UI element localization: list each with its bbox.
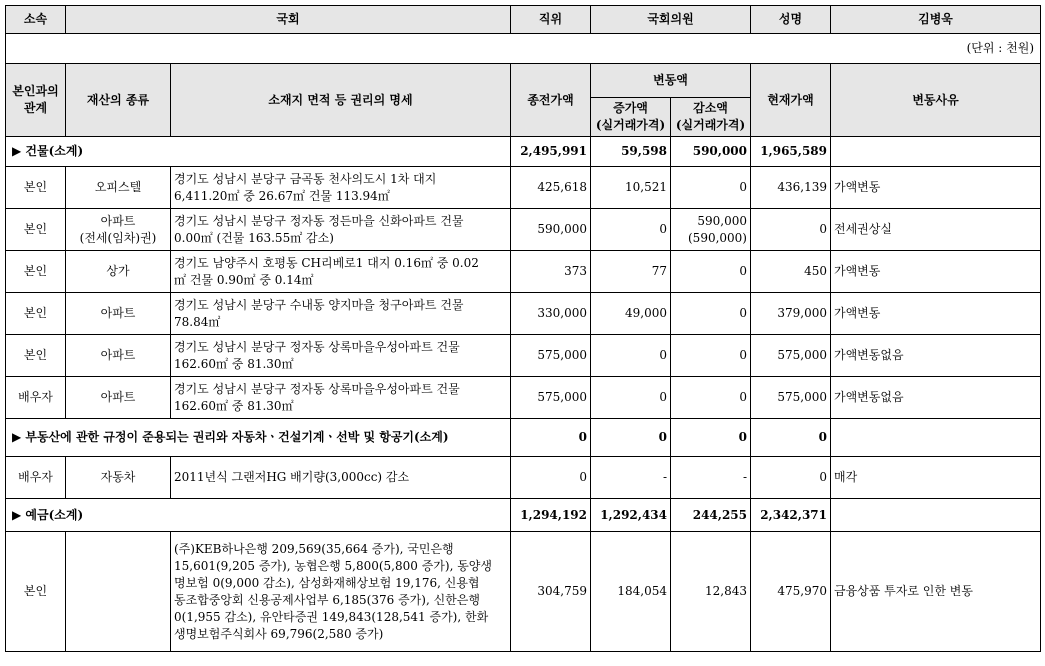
subtotal-title: ▶ 건물(소계) — [6, 137, 511, 167]
subtotal-reason — [831, 137, 1041, 167]
table-row — [6, 532, 1041, 652]
subtotal-title: ▶ 부동산에 관한 규정이 준용되는 권리와 자동차ㆍ건설기계ㆍ선박 및 항공기(소계) — [6, 419, 511, 457]
name-value: 김병욱 — [831, 6, 1041, 34]
col-current-value: 현재가액 — [751, 64, 831, 137]
subtotal-prev: 2,495,991 — [511, 137, 591, 167]
reason-cell: 금융상품 투자로 인한 변동 — [831, 532, 1041, 652]
prev-value-cell: 330,000 — [511, 293, 591, 335]
subtotal-increase: 59,598 — [591, 137, 671, 167]
asset-type-cell: 상가 — [66, 251, 171, 293]
current-value-cell: 0 — [751, 209, 831, 251]
increase-cell: 10,521 — [591, 167, 671, 209]
prev-value-cell: 575,000 — [511, 335, 591, 377]
description-cell: 2011년식 그랜저HG 배기량(3,000cc) 감소 — [171, 457, 511, 499]
description-cell: (주)KEB하나은행 209,569(35,664 증가), 국민은행 15,601(9,205 증가), 농협은행 5,800(5,800 증가), 동양생 명보험 0(9,000 감소), 삼성화재해상보험 19,176, 신용협 동조합중앙회 신용공제사업부 6,185(376 증가), 신한은행 0(1,955 감소), 유안타증권 149,843(128,541 증가), 한화 생명보험주식회사 69,796(2,580 증가) — [171, 532, 511, 652]
subtotal-row-vehicles — [6, 419, 1041, 457]
prev-value-cell: 0 — [511, 457, 591, 499]
decrease-cell: 590,000 (590,000) — [671, 209, 751, 251]
position-label: 직위 — [511, 6, 591, 34]
table-row — [6, 335, 1041, 377]
description-cell: 경기도 남양주시 호평동 CH리베로1 대지 0.16㎡ 중 0.02 ㎡ 건물 0.90㎡ 중 0.14㎡ — [171, 251, 511, 293]
asset-table — [5, 5, 1041, 652]
header-row — [6, 6, 1041, 34]
table-row — [6, 251, 1041, 293]
increase-cell: 0 — [591, 377, 671, 419]
reason-cell: 전세권상실 — [831, 209, 1041, 251]
increase-cell: 184,054 — [591, 532, 671, 652]
position-value: 국회의원 — [591, 6, 751, 34]
current-value-cell: 379,000 — [751, 293, 831, 335]
subtotal-decrease: 590,000 — [671, 137, 751, 167]
col-description: 소재지 면적 등 권리의 명세 — [171, 64, 511, 137]
description-cell: 경기도 성남시 분당구 수내동 양지마을 청구아파트 건물 78.84㎡ — [171, 293, 511, 335]
prev-value-cell: 373 — [511, 251, 591, 293]
current-value-cell: 450 — [751, 251, 831, 293]
subtotal-current: 0 — [751, 419, 831, 457]
subtotal-increase: 1,292,434 — [591, 499, 671, 532]
reason-cell: 가액변동 — [831, 293, 1041, 335]
relation-cell: 본인 — [6, 209, 66, 251]
subtotal-reason — [831, 499, 1041, 532]
table-row — [6, 457, 1041, 499]
table-row — [6, 167, 1041, 209]
current-value-cell: 436,139 — [751, 167, 831, 209]
col-prev-value: 종전가액 — [511, 64, 591, 137]
asset-type-cell: 아파트 — [66, 377, 171, 419]
description-cell: 경기도 성남시 분당구 정자동 정든마을 신화아파트 건물 0.00㎡ (건물 163.55㎡ 감소) — [171, 209, 511, 251]
relation-cell: 배우자 — [6, 457, 66, 499]
relation-cell: 본인 — [6, 532, 66, 652]
asset-type-cell: 아파트 — [66, 293, 171, 335]
subtotal-prev: 0 — [511, 419, 591, 457]
subtotal-row-deposits — [6, 499, 1041, 532]
reason-cell: 가액변동 — [831, 251, 1041, 293]
relation-cell: 본인 — [6, 167, 66, 209]
prev-value-cell: 425,618 — [511, 167, 591, 209]
subtotal-row-buildings — [6, 137, 1041, 167]
decrease-cell: 0 — [671, 167, 751, 209]
relation-cell: 배우자 — [6, 377, 66, 419]
prev-value-cell: 590,000 — [511, 209, 591, 251]
description-cell: 경기도 성남시 분당구 정자동 상록마을우성아파트 건물 162.60㎡ 중 81.30㎡ — [171, 335, 511, 377]
asset-disclosure-sheet — [5, 5, 1040, 652]
increase-cell: 0 — [591, 335, 671, 377]
subtotal-current: 1,965,589 — [751, 137, 831, 167]
table-row — [6, 377, 1041, 419]
unit-note: (단위 : 천원) — [6, 34, 1041, 64]
subtotal-decrease: 0 — [671, 419, 751, 457]
subtotal-title: ▶ 예금(소계) — [6, 499, 511, 532]
decrease-cell: 0 — [671, 377, 751, 419]
subtotal-reason — [831, 419, 1041, 457]
increase-cell: 0 — [591, 209, 671, 251]
prev-value-cell: 304,759 — [511, 532, 591, 652]
table-row — [6, 209, 1041, 251]
col-increase: 증가액 (실거래가격) — [591, 98, 671, 137]
description-cell: 경기도 성남시 분당구 금곡동 천사의도시 1차 대지 6,411.20㎡ 중 26.67㎡ 건물 113.94㎡ — [171, 167, 511, 209]
decrease-cell: 0 — [671, 293, 751, 335]
asset-type-cell: 오피스텔 — [66, 167, 171, 209]
reason-cell: 가액변동 — [831, 167, 1041, 209]
subtotal-current: 2,342,371 — [751, 499, 831, 532]
name-label: 성명 — [751, 6, 831, 34]
description-cell: 경기도 성남시 분당구 정자동 상록마을우성아파트 건물 162.60㎡ 중 81.30㎡ — [171, 377, 511, 419]
current-value-cell: 575,000 — [751, 335, 831, 377]
table-row — [6, 293, 1041, 335]
increase-cell: - — [591, 457, 671, 499]
col-change: 변동액 — [591, 64, 751, 98]
subtotal-increase: 0 — [591, 419, 671, 457]
prev-value-cell: 575,000 — [511, 377, 591, 419]
affiliation-value: 국회 — [66, 6, 511, 34]
decrease-cell: 0 — [671, 251, 751, 293]
affiliation-label: 소속 — [6, 6, 66, 34]
increase-cell: 49,000 — [591, 293, 671, 335]
increase-cell: 77 — [591, 251, 671, 293]
col-asset-type: 재산의 종류 — [66, 64, 171, 137]
relation-cell: 본인 — [6, 293, 66, 335]
column-header-row-1 — [6, 64, 1041, 98]
reason-cell: 가액변동없음 — [831, 335, 1041, 377]
col-decrease: 감소액 (실거래가격) — [671, 98, 751, 137]
subtotal-prev: 1,294,192 — [511, 499, 591, 532]
reason-cell: 매각 — [831, 457, 1041, 499]
reason-cell: 가액변동없음 — [831, 377, 1041, 419]
decrease-cell: 0 — [671, 335, 751, 377]
asset-type-cell: 아파트 — [66, 335, 171, 377]
subtotal-decrease: 244,255 — [671, 499, 751, 532]
relation-cell: 본인 — [6, 335, 66, 377]
decrease-cell: - — [671, 457, 751, 499]
current-value-cell: 0 — [751, 457, 831, 499]
current-value-cell: 475,970 — [751, 532, 831, 652]
current-value-cell: 575,000 — [751, 377, 831, 419]
asset-type-cell: 자동차 — [66, 457, 171, 499]
asset-type-cell — [66, 532, 171, 652]
col-relation: 본인과의 관계 — [6, 64, 66, 137]
relation-cell: 본인 — [6, 251, 66, 293]
decrease-cell: 12,843 — [671, 532, 751, 652]
unit-row — [6, 34, 1041, 64]
asset-type-cell: 아파트 (전세(임차)권) — [66, 209, 171, 251]
col-reason: 변동사유 — [831, 64, 1041, 137]
